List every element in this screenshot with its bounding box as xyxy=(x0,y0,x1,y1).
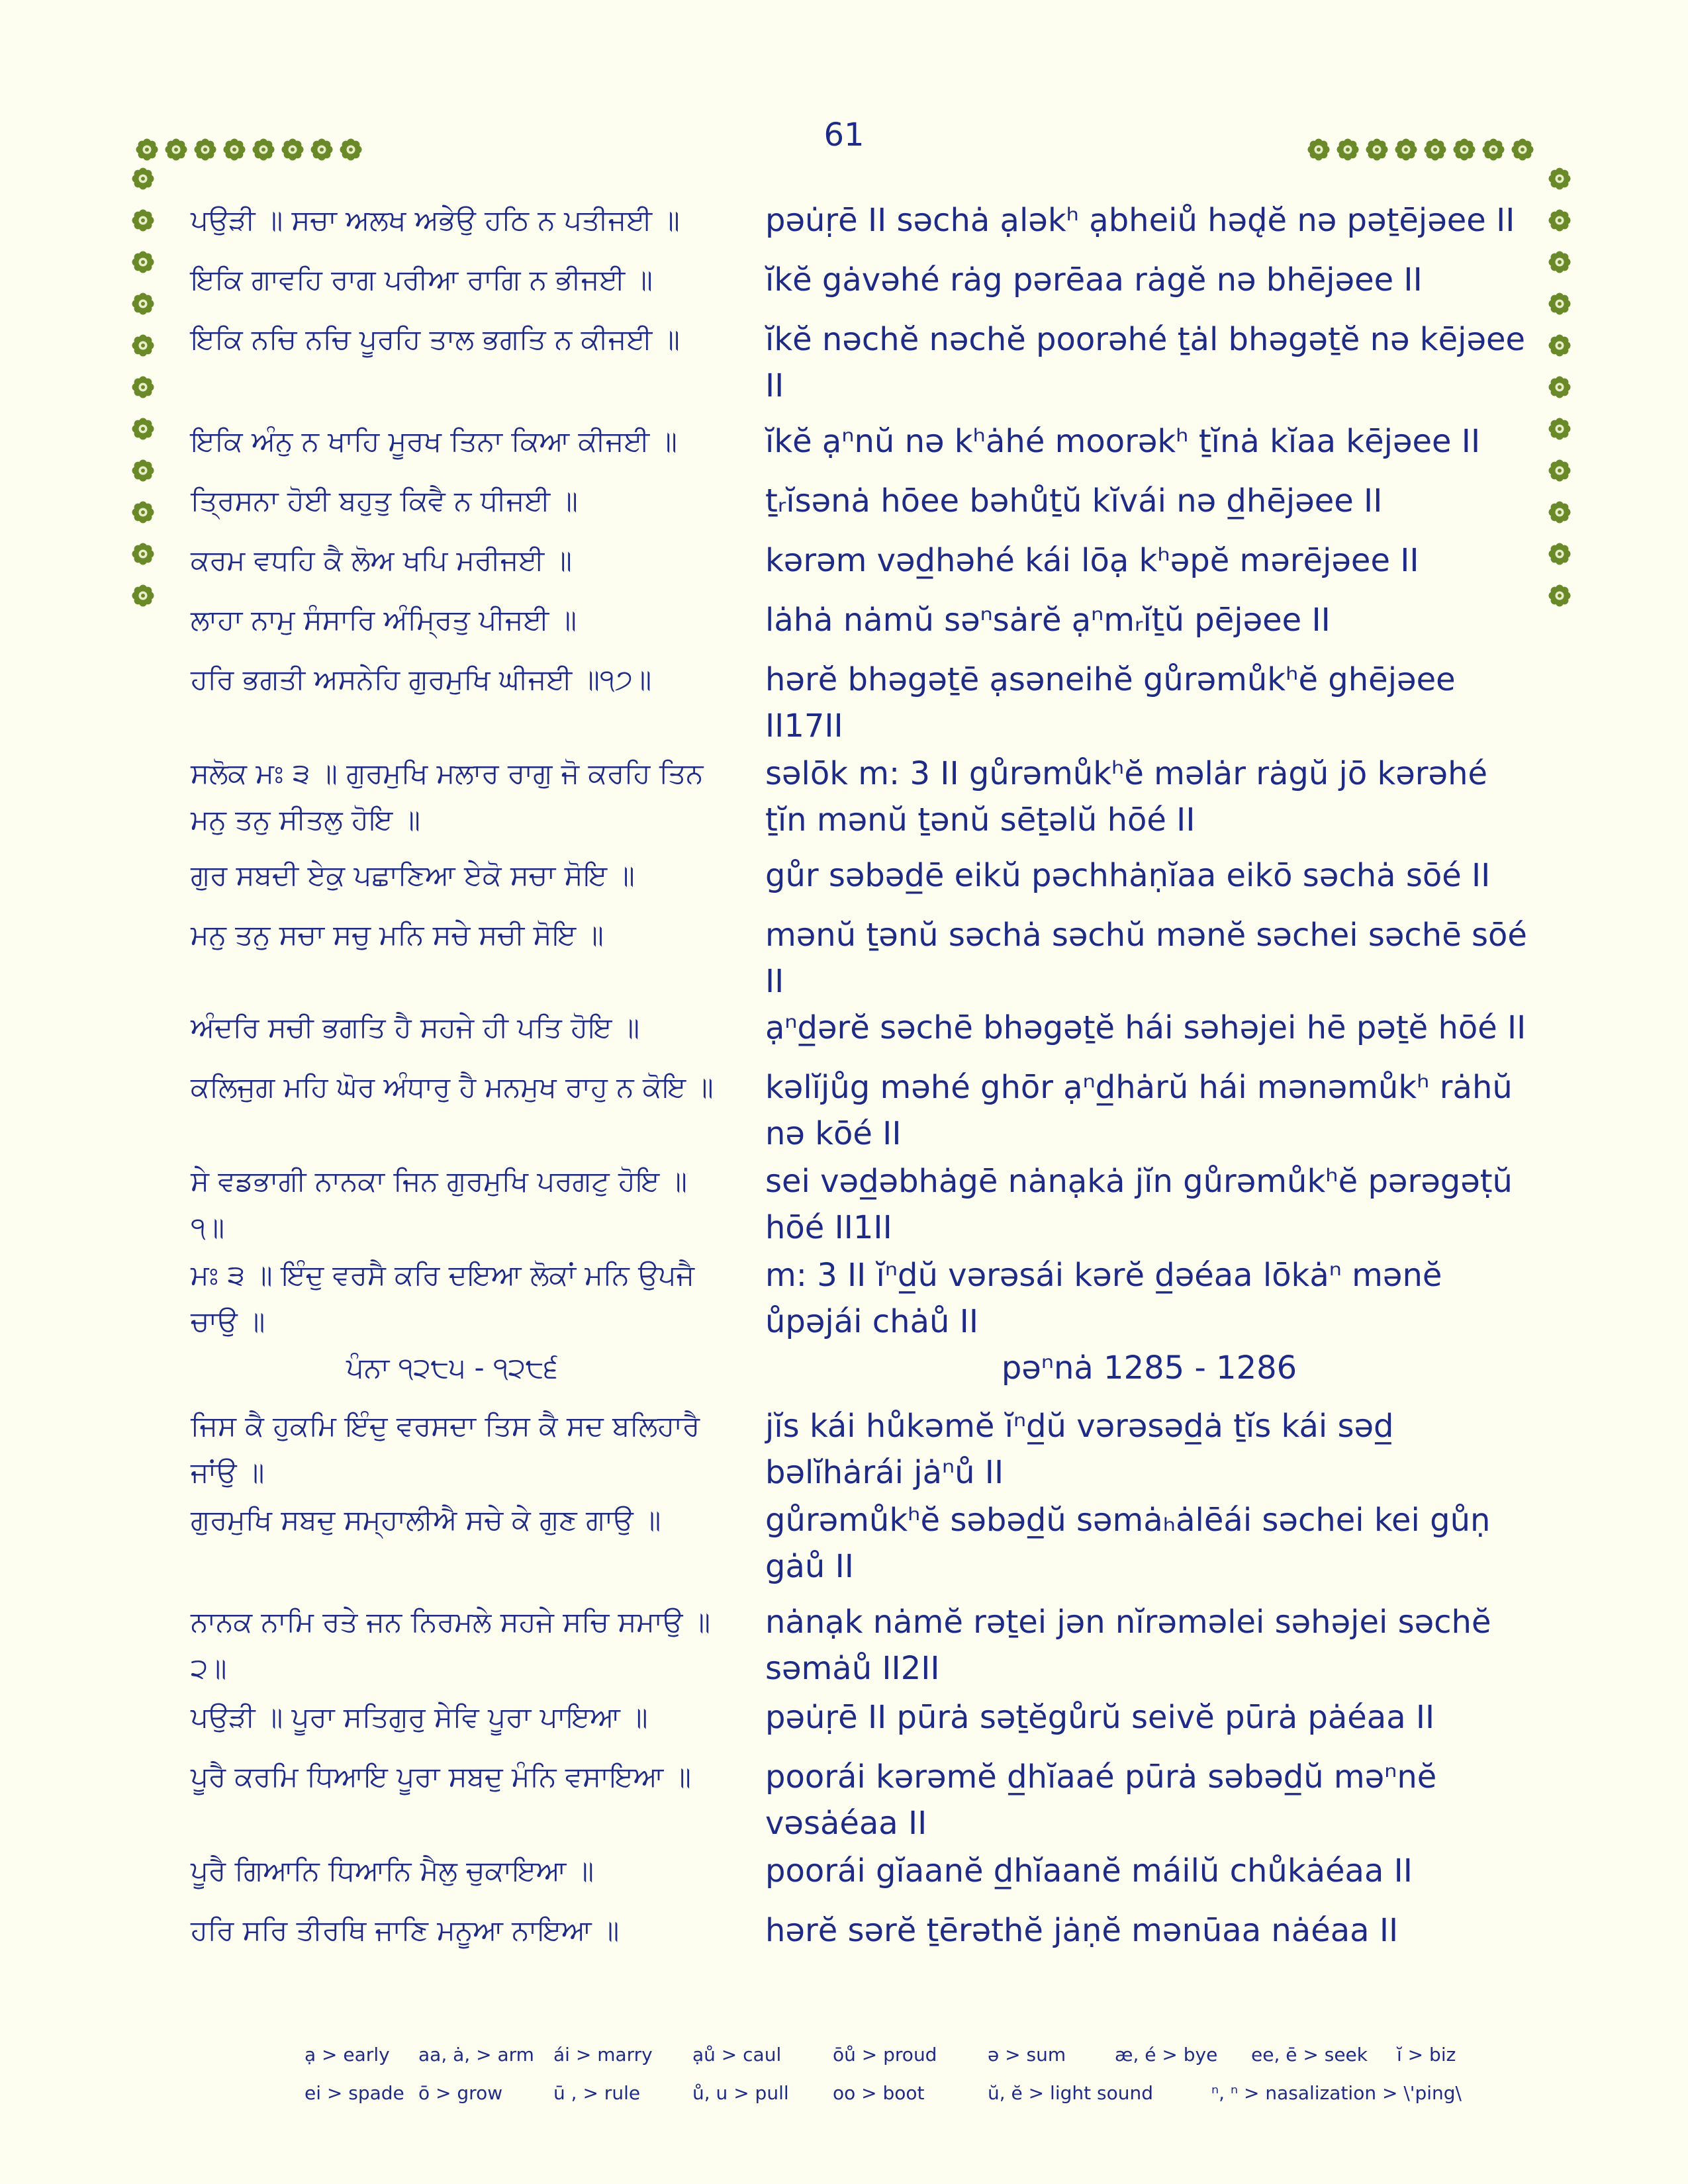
flower-ornament-icon xyxy=(1393,136,1419,163)
legend-item: ạ > early xyxy=(305,2044,390,2066)
flower-ornament-icon xyxy=(1546,499,1573,525)
flower-ornament-icon xyxy=(130,582,156,609)
flower-ornament-icon xyxy=(1546,249,1573,275)
legend-item: ee, ē > seek xyxy=(1251,2044,1368,2066)
legend-row-1 xyxy=(305,2044,1470,2070)
transliteration-text: poorái kərəmĕ d̲hĭaaé pūrȧ səbəd̲ŭ məⁿnĕ vəsȧéaa II xyxy=(765,1758,1437,1842)
flower-ornament-icon xyxy=(1546,457,1573,484)
flower-ornament-icon xyxy=(1546,582,1573,609)
legend-item: ĭ > biz xyxy=(1397,2044,1456,2066)
transliteration-text: hərĕ bhəgəṯē ạsəneihĕ gůrəmůkʰĕ ghējəee II17II xyxy=(765,661,1456,745)
transliteration-text: gůrəmůkʰĕ səbəd̲ŭ səmȧₕȧlēái səchei kei gůṇ gȧů II xyxy=(765,1502,1491,1585)
flower-ornament-icon xyxy=(1422,136,1448,163)
transliteration-text: lȧhȧ nȧmŭ səⁿsȧrĕ ạⁿmᵣĭṯŭ pējəee II xyxy=(765,602,1331,639)
flower-ornament-icon xyxy=(1305,136,1332,163)
flower-ornament-icon xyxy=(163,136,189,163)
transliteration-text: m: 3 II ĭⁿd̲ŭ vərəsái kərĕ d̲əéaa lōkȧⁿ mənĕ ůpəjái chȧů II xyxy=(765,1257,1442,1340)
flower-ornament-icon xyxy=(1546,374,1573,400)
legend-item: ō > grow xyxy=(418,2082,503,2104)
gurmukhi-text: ਪਉੜੀ ॥ ਸਚਾ ਅਲਖ ਅਭੇਉ ਹਠਿ ਨ ਪਤੀਜਈ ॥ xyxy=(191,204,680,236)
gurmukhi-text: ਹਰਿ ਸਰਿ ਤੀਰਥਿ ਜਾਣਿ ਮਨੂਆ ਨਾਇਆ ॥ xyxy=(191,1914,620,1946)
gurmukhi-text: ਕਲਿਜੁਗ ਮਹਿ ਘੋਰ ਅੰਧਾਰੁ ਹੈ ਮਨਮੁਖ ਰਾਹੁ ਨ ਕੋਇ ॥ xyxy=(191,1071,714,1103)
gurmukhi-text: ਹਰਿ ਭਗਤੀ ਅਸਨੇਹਿ ਗੁਰਮੁਖਿ ਘੀਜਈ ॥੧੭॥ xyxy=(191,663,652,696)
ornament-top-left xyxy=(134,136,364,163)
transliteration-text: ṯᵣĭsənȧ hōee bəhůṯŭ kĭvái nə d̲hējəee II xyxy=(765,482,1383,520)
legend-row-2 xyxy=(305,2082,1470,2109)
transliteration-text: ĭkĕ gȧvəhé rȧg pərēaa rȧgĕ nə bhējəee II xyxy=(765,261,1423,298)
flower-ornament-icon xyxy=(338,136,364,163)
transliteration-text: hərĕ sərĕ ṯērəthĕ jȧṇĕ mənūaa nȧéaa II xyxy=(765,1912,1399,1949)
gurmukhi-page-range: ਪੰਨਾ ੧੨੮੫ - ੧੨੮੬ xyxy=(346,1351,559,1384)
ornament-left-column xyxy=(130,165,156,609)
gurmukhi-text: ਅੰਦਰਿ ਸਚੀ ਭਗਤਿ ਹੈ ਸਹਜੇ ਹੀ ਪਤਿ ਹੋਇ ॥ xyxy=(191,1011,640,1044)
flower-ornament-icon xyxy=(1451,136,1477,163)
transliteration-text: səlōk m: 3 II gůrəmůkʰĕ məlȧr rȧgŭ jō kərəhé ṯĭn mənŭ ṯənŭ sēṯəlŭ hōé II xyxy=(765,755,1488,839)
flower-ornament-icon xyxy=(1546,291,1573,317)
flower-ornament-icon xyxy=(130,165,156,192)
flower-ornament-icon xyxy=(130,499,156,525)
ornament-top-right xyxy=(1305,136,1536,163)
gurmukhi-text: ਇਕਿ ਅੰਨੁ ਨ ਖਾਹਿ ਮੂਰਖ ਤਿਨਾ ਕਿਆ ਕੀਜਈ ॥ xyxy=(191,425,677,457)
legend-item: ů, u > pull xyxy=(692,2082,789,2104)
flower-ornament-icon xyxy=(130,416,156,442)
ornament-right-column xyxy=(1546,165,1573,609)
transliteration-page-range: pəⁿnȧ 1285 - 1286 xyxy=(1001,1349,1297,1387)
transliteration-text: sei vəd̲əbhȧgē nȧnạkȧ jĭn gůrəmůkʰĕ pərəgəṭŭ hōé II1II xyxy=(765,1163,1513,1246)
transliteration-text: ĭkĕ nəchĕ nəchĕ poorəhé ṯȧl bhəgəṯĕ nə kējəee II xyxy=(765,321,1526,404)
flower-ornament-icon xyxy=(1546,541,1573,567)
flower-ornament-icon xyxy=(308,136,335,163)
flower-ornament-icon xyxy=(134,136,160,163)
legend-item: ŭ, ĕ > light sound xyxy=(988,2082,1153,2104)
flower-ornament-icon xyxy=(1546,207,1573,234)
legend-item: ei > spade xyxy=(305,2082,404,2104)
transliteration-text: jĭs kái hůkəmĕ ĭⁿd̲ŭ vərəsəd̲ȧ ṯĭs kái səd̲ bəlĭhȧrái jȧⁿů II xyxy=(765,1408,1394,1491)
legend-item: ōů > proud xyxy=(833,2044,937,2066)
flower-ornament-icon xyxy=(130,207,156,234)
legend-item: ū , > rule xyxy=(553,2082,641,2104)
flower-ornament-icon xyxy=(130,332,156,359)
legend-item: aa, ȧ, > arm xyxy=(418,2044,534,2066)
page-number: 61 xyxy=(823,116,865,154)
flower-ornament-icon xyxy=(1364,136,1390,163)
transliteration-text: mənŭ ṯənŭ səchȧ səchŭ mənĕ səchei səchē sōé II xyxy=(765,917,1527,1000)
flower-ornament-icon xyxy=(130,249,156,275)
gurmukhi-text: ਮਨੁ ਤਨੁ ਸਚਾ ਸਚੁ ਮਨਿ ਸਚੇ ਸਚੀ ਸੋਇ ॥ xyxy=(191,919,604,951)
flower-ornament-icon xyxy=(279,136,306,163)
transliteration-text: pəu̇ṛē II pūrȧ səṯĕgůrŭ seivĕ pūrȧ pȧéaa II xyxy=(765,1699,1435,1736)
gurmukhi-text: ਲਾਹਾ ਨਾਮੁ ਸੰਸਾਰਿ ਅੰਮ੍ਰਿਤੁ ਪੀਜਈ ॥ xyxy=(191,604,577,636)
flower-ornament-icon xyxy=(130,291,156,317)
transliteration-text: poorái gĭaanĕ d̲hĭaanĕ máilŭ chůkȧéaa II xyxy=(765,1852,1413,1889)
legend-item: ái > marry xyxy=(553,2044,653,2066)
gurmukhi-text: ਜਿਸ ਕੈ ਹੁਕਮਿ ਇੰਦੁ ਵਰਸਦਾ ਤਿਸ ਕੈ ਸਦ ਬਲਿਹਾਰੈ ਜਾਂਉ ॥ xyxy=(191,1410,700,1488)
gurmukhi-text: ਨਾਨਕ ਨਾਮਿ ਰਤੇ ਜਨ ਨਿਰਮਲੇ ਸਹਜੇ ਸਚਿ ਸਮਾਉ ॥੨॥ xyxy=(191,1606,711,1684)
flower-ornament-icon xyxy=(1509,136,1536,163)
transliteration-text: gůr səbəd̲ē eikŭ pəchhȧṇĭaa eikō səchȧ sōé II xyxy=(765,857,1491,894)
gurmukhi-text: ਸੇ ਵਡਭਾਗੀ ਨਾਨਕਾ ਜਿਨ ਗੁਰਮੁਖਿ ਪਰਗਟੁ ਹੋਇ ॥੧॥ xyxy=(191,1165,687,1244)
gurmukhi-text: ਮਃ ੩ ॥ ਇੰਦੁ ਵਰਸੈ ਕਰਿ ਦਇਆ ਲੋਕਾਂ ਮਨਿ ਉਪਜੈ ਚਾਉ ॥ xyxy=(191,1259,694,1338)
flower-ornament-icon xyxy=(1480,136,1507,163)
flower-ornament-icon xyxy=(1546,332,1573,359)
transliteration-text: kərəm vəd̲həhé kái lōạ kʰəpĕ mərējəee II xyxy=(765,542,1419,579)
flower-ornament-icon xyxy=(1335,136,1361,163)
flower-ornament-icon xyxy=(250,136,277,163)
legend-item: ⁿ, ⁿ > nasalization > \'ping\ xyxy=(1211,2082,1462,2104)
flower-ornament-icon xyxy=(192,136,218,163)
legend-item: oo > boot xyxy=(833,2082,925,2104)
flower-ornament-icon xyxy=(221,136,248,163)
legend-item: ə > sum xyxy=(988,2044,1066,2066)
legend-item: ạů > caul xyxy=(692,2044,782,2066)
transliteration-text: kəlĭjůg məhé ghōr ạⁿd̲hȧrŭ hái mənəmůkʰ rȧhŭ nə kōé II xyxy=(765,1069,1513,1152)
flower-ornament-icon xyxy=(130,541,156,567)
gurmukhi-text: ਇਕਿ ਨਚਿ ਨਚਿ ਪੂਰਹਿ ਤਾਲ ਭਗਤਿ ਨ ਕੀਜਈ ॥ xyxy=(191,323,680,355)
legend-item: æ, é > bye xyxy=(1115,2044,1218,2066)
transliteration-text: pəu̇ṛē II səchȧ ạləkʰ ạbheiů həd̨ĕ nə pəṯējəee II xyxy=(765,202,1515,239)
transliteration-text: ĭkĕ ạⁿnŭ nə kʰȧhé moorəkʰ ṯĭnȧ kĭaa kējəee II xyxy=(765,423,1481,460)
gurmukhi-text: ਗੁਰਮੁਖਿ ਸਬਦੁ ਸਮ੍ਹਾਲੀਐ ਸਚੇ ਕੇ ਗੁਣ ਗਾਉ ॥ xyxy=(191,1504,661,1536)
gurmukhi-text: ਪੂਰੈ ਗਿਆਨਿ ਧਿਆਨਿ ਮੈਲੁ ਚੁਕਾਇਆ ॥ xyxy=(191,1854,594,1887)
gurmukhi-text: ਗੁਰ ਸਬਦੀ ਏਕੁ ਪਛਾਣਿਆ ਏਕੋ ਸਚਾ ਸੋਇ ॥ xyxy=(191,859,635,891)
gurmukhi-text: ਸਲੋਕ ਮਃ ੩ ॥ ਗੁਰਮੁਖਿ ਮਲਾਰ ਰਾਗੁ ਜੋ ਕਰਹਿ ਤਿਨ ਮਨੁ ਤਨੁ ਸੀਤਲੁ ਹੋਇ ॥ xyxy=(191,757,704,836)
flower-ornament-icon xyxy=(1546,165,1573,192)
gurmukhi-text: ਪਉੜੀ ॥ ਪੂਰਾ ਸਤਿਗੁਰੁ ਸੇਵਿ ਪੂਰਾ ਪਾਇਆ ॥ xyxy=(191,1701,648,1733)
flower-ornament-icon xyxy=(130,457,156,484)
flower-ornament-icon xyxy=(1546,416,1573,442)
gurmukhi-text: ਤ੍ਰਿਸਨਾ ਹੋਈ ਬਹੁਤੁ ਕਿਵੈ ਨ ਧੀਜਈ ॥ xyxy=(191,484,578,517)
transliteration-text: nȧnạk nȧmĕ rəṯei jən nĭrəməlei səhəjei səchĕ səmȧů II2II xyxy=(765,1604,1491,1687)
transliteration-text: ạⁿd̲ərĕ səchē bhəgəṯĕ hái səhəjei hē pəṯĕ hōé II xyxy=(765,1009,1526,1046)
gurmukhi-text: ਪੂਰੈ ਕਰਮਿ ਧਿਆਇ ਪੂਰਾ ਸਬਦੁ ਮੰਨਿ ਵਸਾਇਆ ॥ xyxy=(191,1760,691,1793)
flower-ornament-icon xyxy=(130,374,156,400)
gurmukhi-text: ਕਰਮ ਵਧਹਿ ਕੈ ਲੋਅ ਖਪਿ ਮਰੀਜਈ ॥ xyxy=(191,544,572,576)
gurmukhi-text: ਇਕਿ ਗਾਵਹਿ ਰਾਗ ਪਰੀਆ ਰਾਗਿ ਨ ਭੀਜਈ ॥ xyxy=(191,263,653,296)
